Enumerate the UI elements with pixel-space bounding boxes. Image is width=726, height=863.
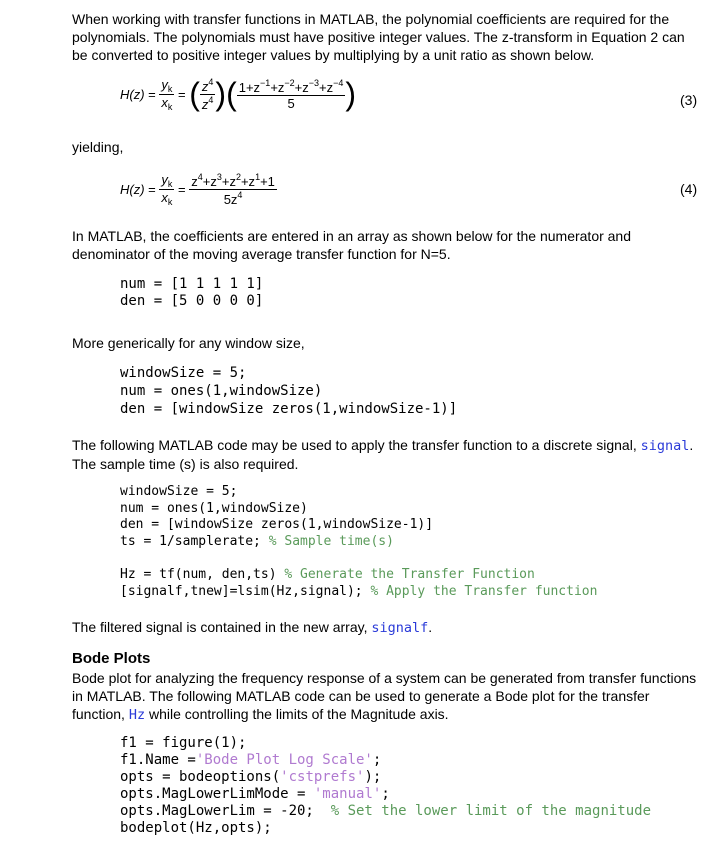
paragraph-bode: Bode plot for analyzing the frequency response of a system can be generated from transfer functions in MATLAB. The following MATLAB code can be used to generate a Bode plot for the transfer function, Hz while controlling the limits of the Magnitude axis.: [72, 670, 697, 723]
code-line: f1 = figure(1);: [120, 735, 247, 751]
code-comment: % Generate the Transfer Function: [284, 567, 535, 582]
yielding-text: yielding,: [72, 139, 124, 155]
equation-3-number: (3): [680, 92, 698, 108]
code-block-apply: [120, 484, 597, 600]
eq3-unit-ratio: $\frac{z^4}{z^4}$: [201, 77, 214, 112]
paragraph-coefficients: In MATLAB, the coefficients are entered in an array as shown below for the numerator and denominator of the moving average transfer function for N=5.: [72, 228, 632, 262]
eq4-main-fraction: $\frac{z^4+z^3+z^2+z^1+1}{5z^4}$: [191, 172, 275, 207]
code-string: 'manual': [313, 786, 382, 802]
code-line: den = [windowSize zeros(1,windowSize-1)]: [120, 401, 458, 417]
eq3-main-fraction: $\frac{1+z^{-1}+z^{-2}+z^{-3}+z^{-4}}{5}$: [238, 78, 344, 111]
code-string: 'Bode Plot Log Scale': [195, 752, 373, 768]
code-comment: % Sample time(s): [268, 533, 394, 549]
code-comment: % Set the lower limit of the magnitude: [330, 803, 652, 819]
code-line: opts.MagLowerLim = -20; % Set the lower limit of the magnitude: [120, 803, 652, 819]
code-string: 'cstprefs': [280, 769, 365, 785]
equation-4-number: (4): [680, 181, 698, 197]
section-heading-bode-plots: Bode Plots: [72, 650, 151, 667]
code-line: den = [5 0 0 0 0]: [120, 293, 264, 309]
paragraph-generic: More generically for any window size,: [72, 335, 305, 351]
code-line: opts = bodeoptions('cstprefs');: [120, 769, 382, 785]
code-line: den = [windowSize zeros(1,windowSize-1)]: [120, 517, 434, 532]
code-line: Hz = tf(num, den,ts) % Generate the Transfer Function: [120, 567, 535, 582]
inline-code-signalf: signalf: [371, 620, 429, 636]
code-block-bode: [120, 735, 651, 837]
inline-code-signal: signal: [640, 438, 690, 454]
eq3-ratio: $\frac{y_k}{x_k}$: [161, 77, 173, 112]
code-line: num = ones(1,windowSize): [120, 383, 323, 399]
code-line: f1.Name ='Bode Plot Log Scale';: [120, 752, 382, 768]
code-block-coefficients: [120, 276, 263, 310]
code-line: windowSize = 5;: [120, 484, 238, 499]
equation-4: H(z) = $\frac{y_k}{x_k}$ = $\frac{z^4+z^3+z^2+z^1+1}{5z^4}$: [120, 172, 275, 207]
code-comment: % Apply the Transfer function: [370, 583, 598, 599]
code-line: num = [1 1 1 1 1]: [120, 276, 264, 292]
code-line: bodeplot(Hz,opts);: [120, 820, 272, 836]
paragraph-apply: The following MATLAB code may be used to apply the transfer function to a discrete signal, signal. The sample time (s) is also required.: [72, 437, 694, 472]
eq4-ratio: $\frac{y_k}{x_k}$: [161, 172, 173, 207]
code-line: opts.MagLowerLimMode = 'manual';: [120, 786, 390, 802]
eq3-lhs: H(z) =: [120, 87, 156, 102]
paragraph-filtered: The filtered signal is contained in the new array, signalf.: [72, 619, 433, 636]
code-line: windowSize = 5;: [120, 365, 247, 381]
equation-3: H(z) = $\frac{y_k}{x_k}$ = ( $\frac{z^4}{z^4}$ )( $\frac{1+z^{-1}+z^{-2}+z^{-3}+z^{-4}}{5}$ ): [120, 76, 357, 112]
intro-paragraph: When working with transfer functions in MATLAB, the polynomial coefficients are required for the polynomials. The polynomials must have positive integer values. The z-transform in Equation 2 can be converted to positive integer values by multiplying by a unit ratio as shown below.: [72, 11, 685, 63]
code-line: [signalf,tnew]=lsim(Hz,signal); % Apply the Transfer function: [120, 583, 598, 599]
code-block-generic: [120, 364, 457, 418]
code-line: num = ones(1,windowSize): [120, 500, 308, 516]
code-line: ts = 1/samplerate; % Sample time(s): [120, 533, 394, 549]
inline-code-hz: Hz: [128, 707, 146, 723]
